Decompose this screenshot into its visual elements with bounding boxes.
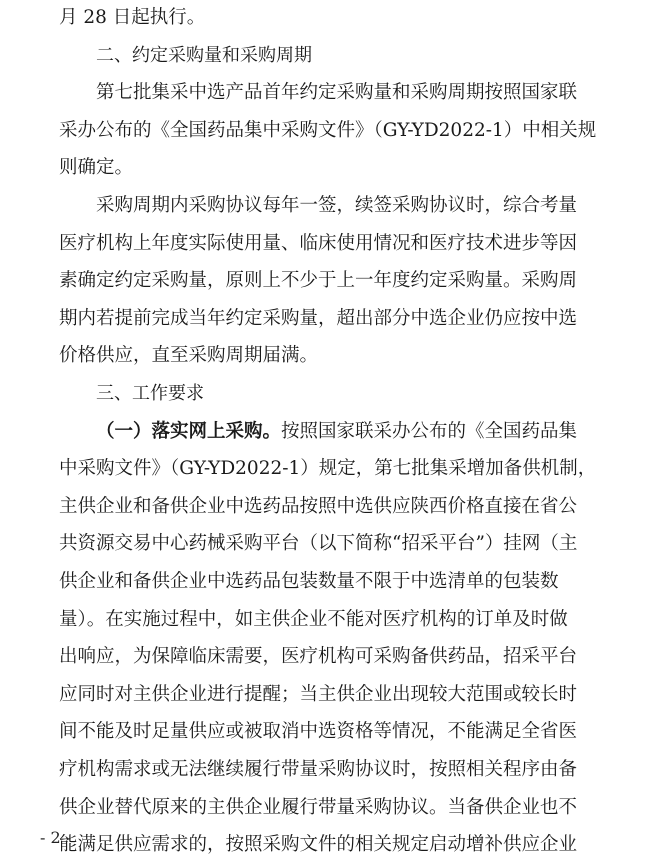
section-heading: 三、工作要求 [96,383,204,404]
text-line: 间不能及时足量供应或被取消中选资格等情况，不能满足全省医 [59,721,578,743]
text-line: 共资源交易中心药械采购平台（以下简称“招采平台”）挂网（主 [59,533,578,555]
text-line: 主供企业和备供企业中选药品按照中选供应陕西价格直接在省公 [59,495,578,517]
text-line: 量）。在实施过程中，如主供企业不能对医疗机构的订单及时做 [59,608,568,630]
section-heading: 二、约定采购量和采购周期 [96,44,312,66]
text-line: 采购周期内采购协议每年一签，续签采购协议时，综合考量 [96,195,578,216]
text-line: 应同时对主供企业进行提醒；当主供企业出现较大范围或较长时 [59,683,578,705]
text-line: 素确定约定采购量，原则上不少于上一年度约定采购量。采购周 [59,270,578,292]
text-line: 价格供应，直至采购周期届满。 [59,345,319,367]
text-line: 疗机构需求或无法继续履行带量采购协议时，按照相关程序由备 [59,759,578,780]
subsection-heading: （一）落实网上采购。 [96,420,282,442]
text-line: 第七批集采中选产品首年约定采购量和采购周期按照国家联 [96,82,578,104]
text-line [96,420,577,444]
page-number: - 2 - [40,828,72,847]
text-line: 采办公布的《全国药品集中采购文件》（GY-YD2022-1）中相关规 [59,119,597,141]
text-line: 供企业替代原来的主供企业履行带量采购协议。当备供企业也不 [59,796,578,818]
text-line: 供企业和备供企业中选药品包装数量不限于中选清单的包装数 [59,571,559,592]
text-line: 则确定。 [59,157,134,179]
text-line: 中采购文件》（GY-YD2022-1）规定，第七批集采增加备供机制， [59,458,597,480]
text-line: 期内若提前完成当年约定采购量，超出部分中选企业仍应按中选 [59,307,578,329]
text-line: 月 28 日起执行。 [59,7,206,28]
text-span: 按照国家联采办公布的《全国药品集 [281,420,578,442]
text-line: 出响应，为保障临床需要，医疗机构可采购备供药品，招采平台 [59,646,578,668]
text-line: 能满足供应需求的，按照采购文件的相关规定启动增补供应企业 [59,834,578,856]
text-line: 医疗机构上年度实际使用量、临床使用情况和医疗技术进步等因 [59,232,578,254]
